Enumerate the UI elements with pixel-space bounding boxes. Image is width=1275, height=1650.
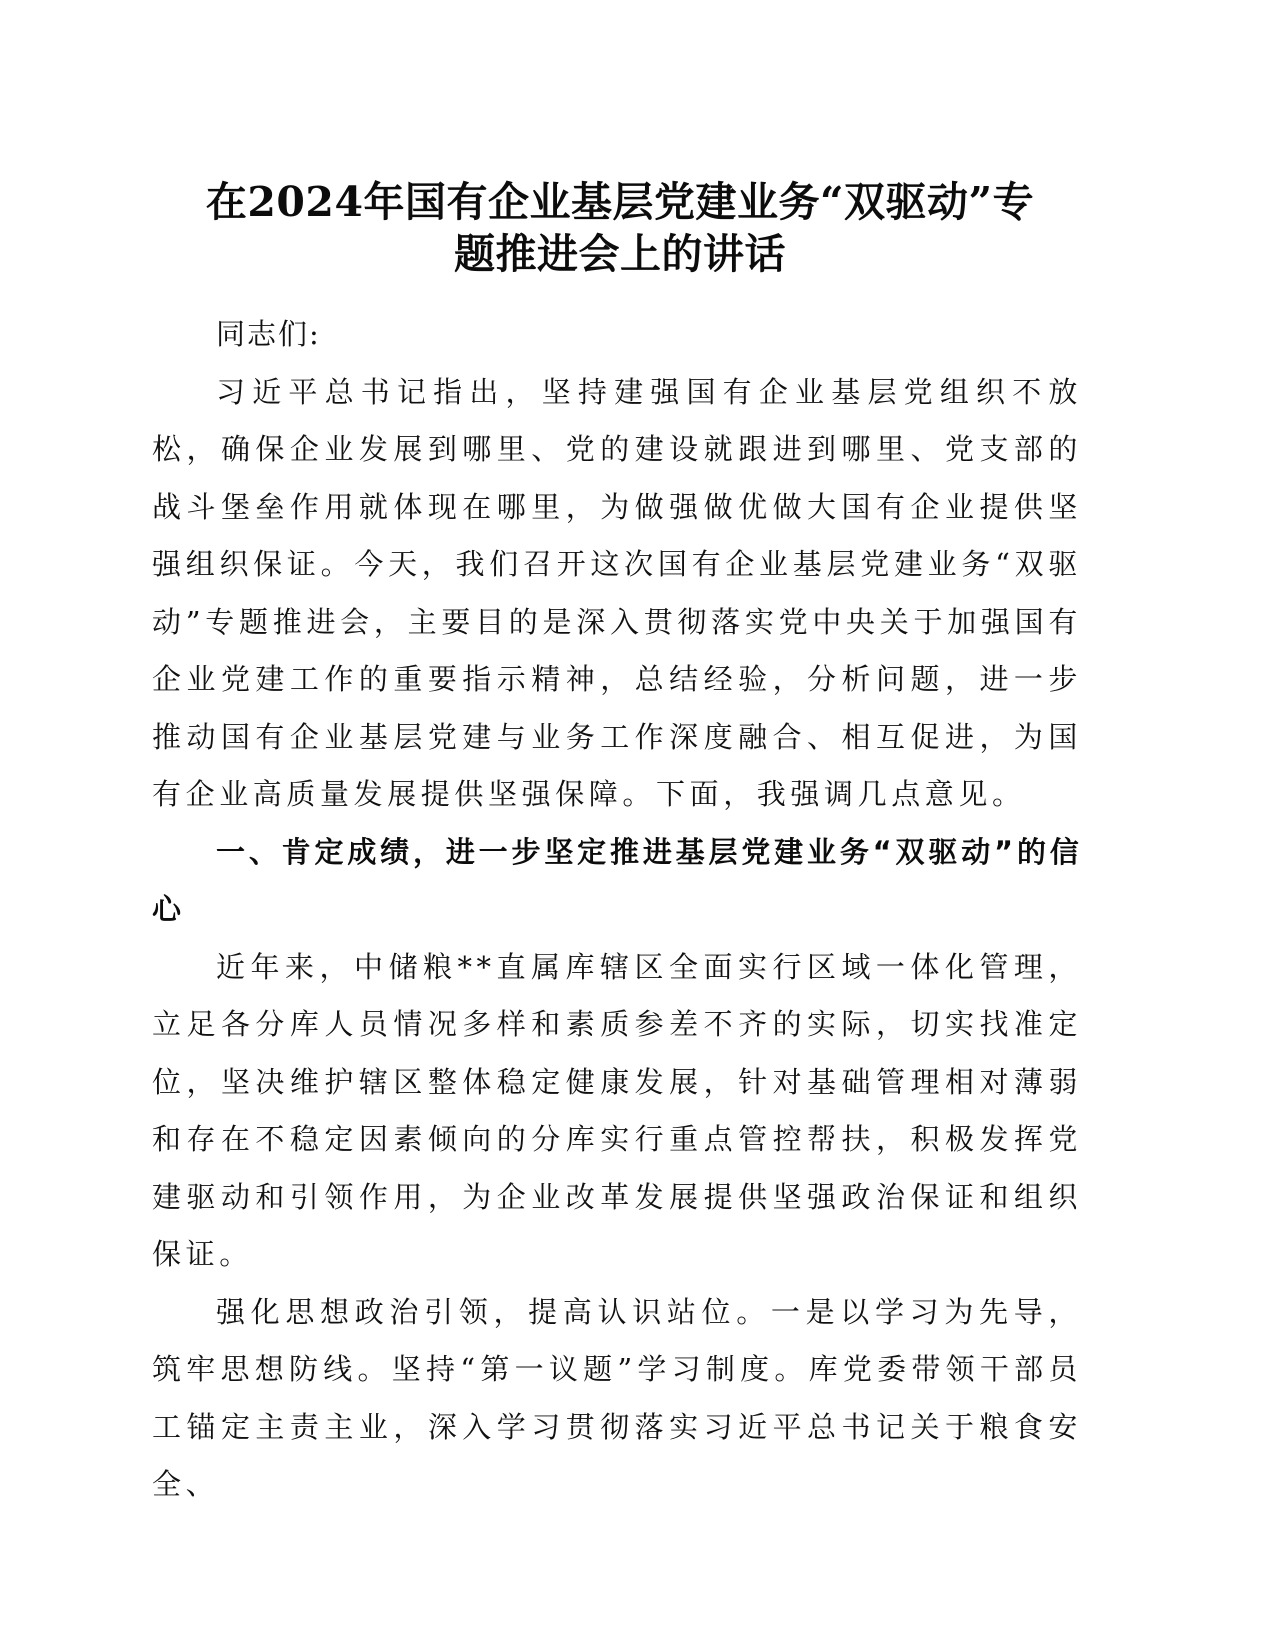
document-body [152,306,1082,1514]
document-title [150,176,1090,280]
title-line-1: 在2024年国有企业基层党建业务“双驱动”专 [205,178,1035,226]
salutation: 同志们: [216,317,321,351]
paragraph-ideology: 强化思想政治引领，提高认识站位。一是以学习为先导，筑牢思想防线。坚持“第一议题”学习制度。库党委带领干部员工锚定主责主业，深入学习贯彻落实习近平总书记关于粮食安全、 [152,1294,1082,1501]
paragraph-achievements: 近年来，中储粮**直属库辖区全面实行区域一体化管理，立足各分库人员情况多样和素质参差不齐的实际，切实找准定位，坚决维护辖区整体稳定健康发展，针对基础管理相对薄弱和存在不稳定因素倾向的分库实行重点管控帮扶，积极发挥党建驱动和引领作用，为企业改革发展提供坚强政治保证和组织保证。 [152,949,1082,1271]
paragraph-intro: 习近平总书记指出，坚持建强国有企业基层党组织不放松，确保企业发展到哪里、党的建设就跟进到哪里、党支部的战斗堡垒作用就体现在哪里，为做强做优做大国有企业提供坚强组织保证。今天，我们召开这次国有企业基层党建业务“双驱动”专题推进会，主要目的是深入贯彻落实党中央关于加强国有企业党建工作的重要指示精神，总结经验，分析问题，进一步推动国有企业基层党建与业务工作深度融合、相互促进，为国有企业高质量发展提供坚强保障。下面，我强调几点意见。 [152,374,1082,811]
title-line-2: 题推进会上的讲话 [454,230,786,278]
section-heading-1: 一、肯定成绩，进一步坚定推进基层党建业务“双驱动”的信心 [152,834,1082,926]
